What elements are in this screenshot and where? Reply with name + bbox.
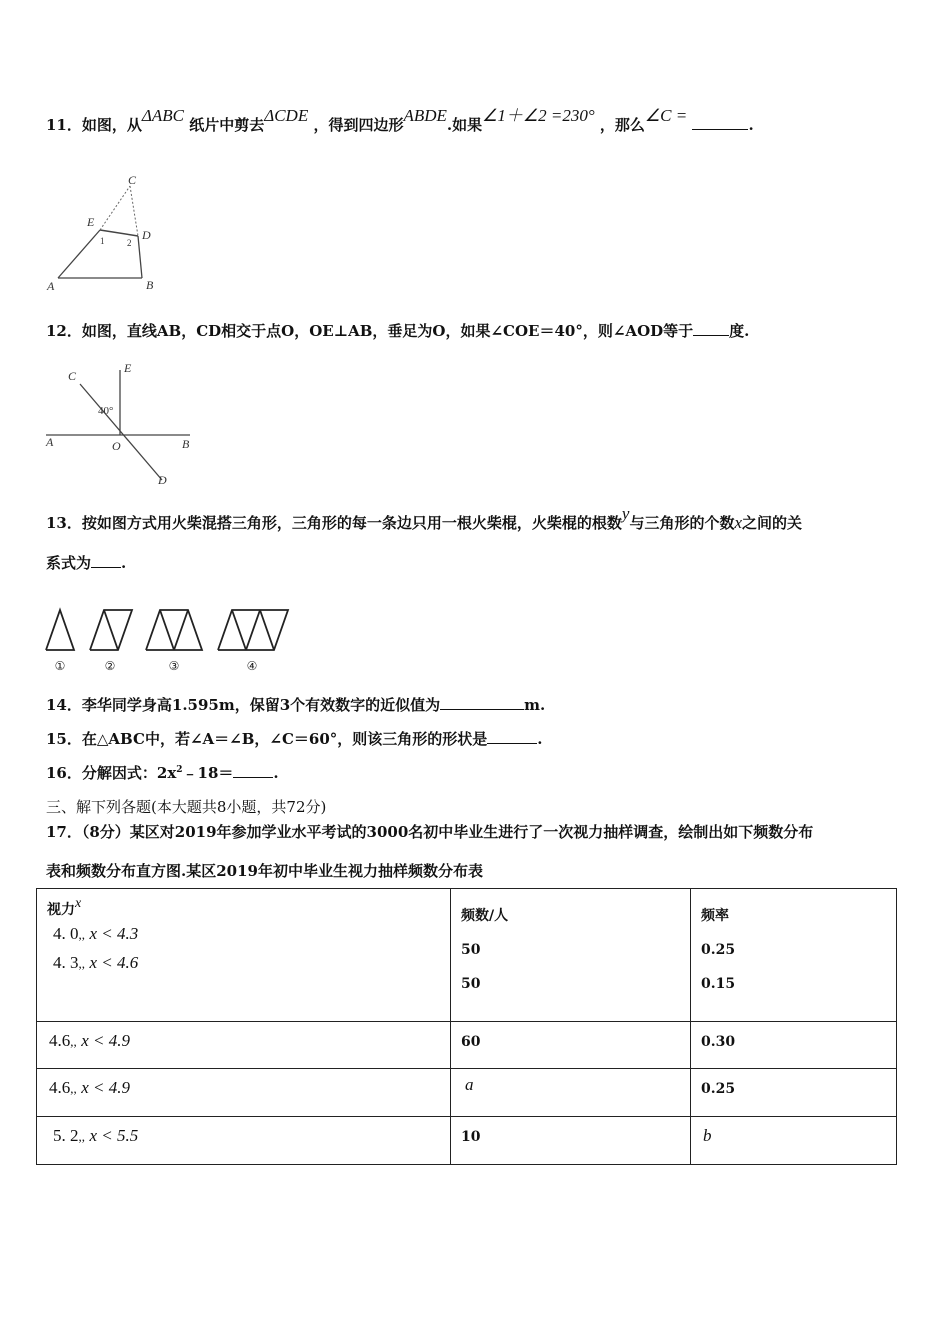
q13-text-3: 之间的关: [742, 514, 803, 532]
q13-answer-blank: [91, 567, 121, 568]
q11-answer-blank: [692, 129, 748, 130]
q12-label-angle: 40°: [98, 405, 114, 417]
table-row: [37, 1069, 897, 1117]
question-11: [46, 106, 754, 135]
q12-label-d: D: [158, 473, 167, 487]
question-12: [46, 320, 749, 341]
q13-shape-1: [46, 610, 74, 650]
row-2-count: 50: [461, 976, 481, 992]
q11-text-3: ，得到四边形: [313, 116, 404, 134]
q12-label-o: O: [112, 439, 121, 453]
q13-line-2-text: 系式为: [46, 554, 92, 572]
question-13: [46, 504, 803, 533]
row-5-count: 10: [451, 1117, 691, 1165]
table-cell-vision: [37, 889, 451, 1022]
q13-label-1: ①: [54, 659, 66, 673]
q11-label-2: 2: [127, 238, 132, 248]
row-4-count: a: [451, 1069, 691, 1117]
q12-figure: [42, 360, 202, 488]
row-5-rate: b: [691, 1117, 897, 1165]
row-2-range: 4. 3,, x < 4.6: [53, 953, 139, 972]
q11-math-angle-c: ∠C =: [644, 106, 688, 125]
row-4-range: 4.6,, x < 4.9: [37, 1069, 451, 1117]
q11-text-4: .如果: [446, 116, 483, 134]
section-3-title: 三、解下列各题(本大题共8小题，共72分): [46, 798, 327, 816]
header-vision-var: x: [75, 896, 82, 911]
table-cell-count: [451, 889, 691, 1022]
q15-answer-blank: [487, 743, 537, 744]
q15-text: 在△ABC中，若∠A＝∠B，∠C＝60°，则该三角形的形状是: [81, 730, 488, 748]
row-2-rate: 0.15: [701, 976, 736, 992]
q14-text: 李华同学身高1.595m，保留3个有效数字的近似值为: [81, 696, 441, 714]
q11-label-c: C: [128, 173, 137, 187]
q16-end: .: [273, 764, 279, 782]
q13-text-1: 按如图方式用火柴混搭三角形，三角形的每一条边只用一根火柴棍，火柴棍的根数: [81, 514, 622, 532]
q11-label-b: B: [146, 278, 154, 292]
q12-answer-blank: [693, 335, 729, 336]
table-row: [37, 889, 897, 1022]
q11-dashed-ec: [100, 186, 130, 230]
row-1-rate: 0.25: [701, 942, 736, 958]
q11-number: 11．: [46, 116, 82, 134]
q16-superscript: 2: [176, 765, 183, 775]
table-cell-rate: [691, 889, 897, 1022]
q11-line-bd: [138, 236, 142, 278]
q11-label-a: A: [47, 279, 55, 293]
frequency-table: [36, 888, 897, 1165]
q11-line-ae: [58, 230, 100, 278]
q13-shape-3: [146, 610, 202, 650]
q12-label-c: C: [68, 369, 77, 383]
q14-number: 14．: [46, 696, 82, 714]
q12-line-cd: [80, 384, 162, 480]
header-vision: 视力: [47, 902, 75, 918]
q11-label-e: E: [87, 215, 95, 229]
q16-text-b: ﹣18＝: [182, 764, 234, 782]
q11-figure: [44, 172, 174, 294]
q12-number: 12．: [46, 322, 82, 340]
q14-answer-blank: [440, 709, 524, 710]
row-3-count: 60: [451, 1022, 691, 1069]
q13-figure: [42, 604, 302, 676]
row-4-rate: 0.25: [691, 1069, 897, 1117]
question-13-line-2: [46, 552, 126, 573]
q11-math-abde: ABDE: [403, 106, 447, 125]
q12-label-b: B: [182, 437, 190, 451]
q13-label-2: ②: [104, 659, 116, 673]
q12-text: 如图，直线AB，CD相交于点O，OE⊥AB，垂足为O，如果∠COE＝40°，则∠AOD等于: [81, 322, 694, 340]
q15-number: 15．: [46, 730, 82, 748]
row-3-rate: 0.30: [691, 1022, 897, 1069]
q13-var-y: y: [621, 504, 630, 523]
q14-end: m.: [524, 696, 546, 714]
header-count: 频数/人: [461, 908, 509, 924]
q13-label-4: ④: [246, 659, 258, 673]
q11-math-cde: ΔCDE: [264, 106, 309, 125]
q11-dashed-cd: [130, 186, 138, 236]
row-1-range: 4. 0,, x < 4.3: [53, 924, 139, 943]
q15-end: .: [537, 730, 543, 748]
q11-text-1: 如图，从: [81, 116, 142, 134]
table-row: [37, 1022, 897, 1069]
question-14: [46, 694, 545, 715]
q16-text-a: 分解因式：2x: [81, 764, 177, 782]
q13-text-2: 与三角形的个数: [629, 514, 735, 532]
q11-end: .: [748, 116, 754, 134]
row-5-range: 5. 2,, x < 5.5: [37, 1117, 451, 1165]
q13-end: .: [121, 554, 127, 572]
q13-label-3: ③: [168, 659, 180, 673]
question-15: [46, 728, 543, 749]
q12-end: 度.: [729, 322, 750, 340]
row-3-range: 4.6,, x < 4.9: [37, 1022, 451, 1069]
q12-label-a: A: [46, 435, 54, 449]
q16-number: 16．: [46, 764, 82, 782]
q16-answer-blank: [233, 777, 273, 778]
q11-label-d: D: [142, 228, 151, 242]
q11-text-2: 纸片中剪去: [189, 116, 265, 134]
header-rate: 频率: [701, 908, 729, 924]
q11-math-abc: ΔABC: [141, 106, 184, 125]
table-row: [37, 1117, 897, 1165]
question-16: [46, 762, 279, 783]
q11-math-angle-sum: ∠1＋∠2 =230°: [482, 106, 595, 125]
q13-shape-2: [90, 610, 132, 650]
question-17-line-1: 17．（8分）某区对2019年参加学业水平考试的3000名初中毕业生进行了一次视力抽样调查，绘制出如下频数分布: [46, 823, 814, 841]
q13-var-x: x: [734, 513, 742, 532]
q13-shape-4: [218, 610, 288, 650]
row-1-count: 50: [461, 942, 481, 958]
question-17-line-2: 表和频数分布直方图.某区2019年初中毕业生视力抽样频数分布表: [46, 862, 483, 880]
q11-line-ed: [100, 230, 138, 236]
q11-text-5: ，那么: [599, 116, 645, 134]
q11-label-1: 1: [100, 236, 105, 246]
q12-label-e: E: [124, 361, 132, 375]
q13-number: 13．: [46, 514, 82, 532]
